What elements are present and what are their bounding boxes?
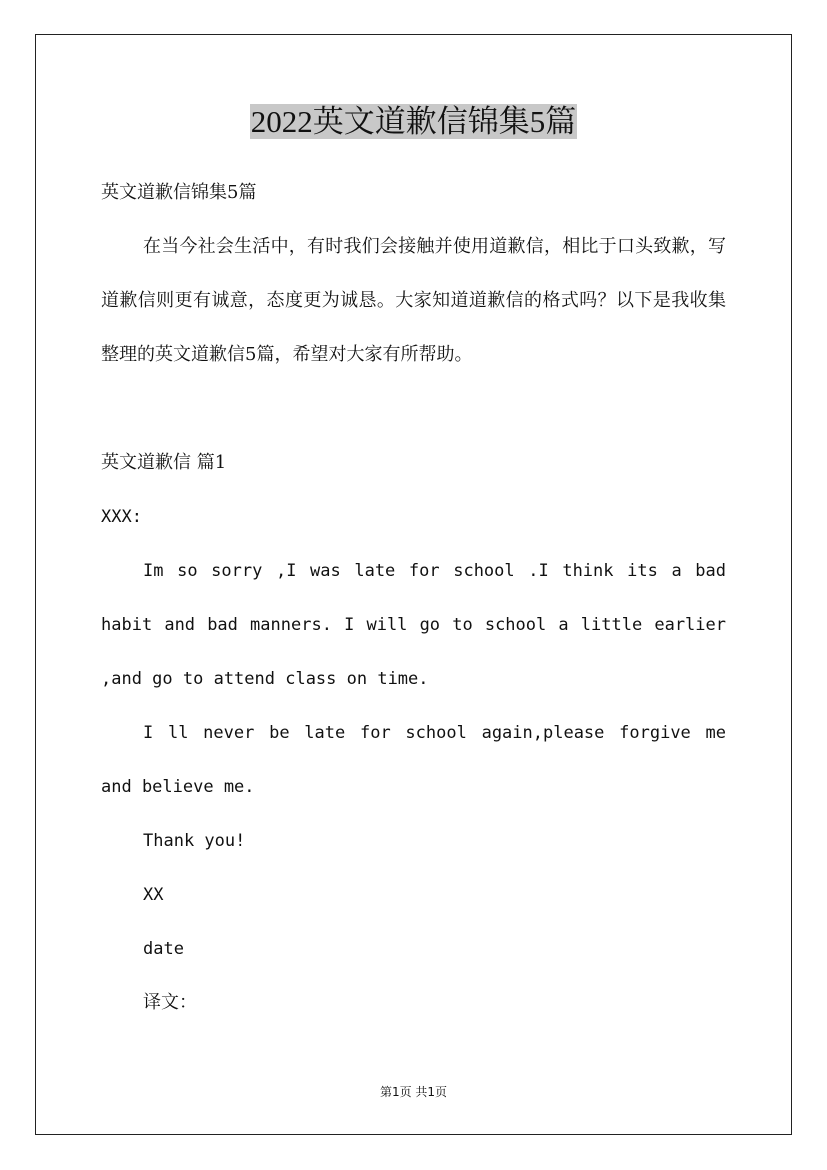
letter-closing: Thank you! xyxy=(143,831,246,851)
translation-label: 译文： xyxy=(143,992,197,1013)
letter-paragraph-2: I ll never be late for school again,please forgive me and believe me. xyxy=(101,723,726,797)
document-title xyxy=(0,100,827,144)
letter-salutation: XXX: xyxy=(101,507,142,527)
subtitle: 英文道歉信锦集5篇 xyxy=(101,182,257,203)
letter-paragraph-1: Im so sorry ,I was late for school .I think its a bad habit and bad manners. I will go to school a little earlier ,and go to attend class on time. xyxy=(101,561,726,689)
blank-line xyxy=(101,382,726,436)
document-body xyxy=(101,166,726,1030)
letter-date: date xyxy=(143,939,184,959)
intro-paragraph: 在当今社会生活中，有时我们会接触并使用道歉信，相比于口头致歉，写道歉信则更有诚意，态度更为诚恳。大家知道道歉信的格式吗？以下是我收集整理的英文道歉信5篇，希望对大家有所帮助。 xyxy=(101,236,726,365)
letter-signature: XX xyxy=(143,885,164,905)
document-title-text: 2022英文道歉信锦集5篇 xyxy=(250,104,577,139)
page-footer: 第1页 共1页 xyxy=(379,1085,448,1099)
letter-heading: 英文道歉信 篇1 xyxy=(101,452,227,473)
